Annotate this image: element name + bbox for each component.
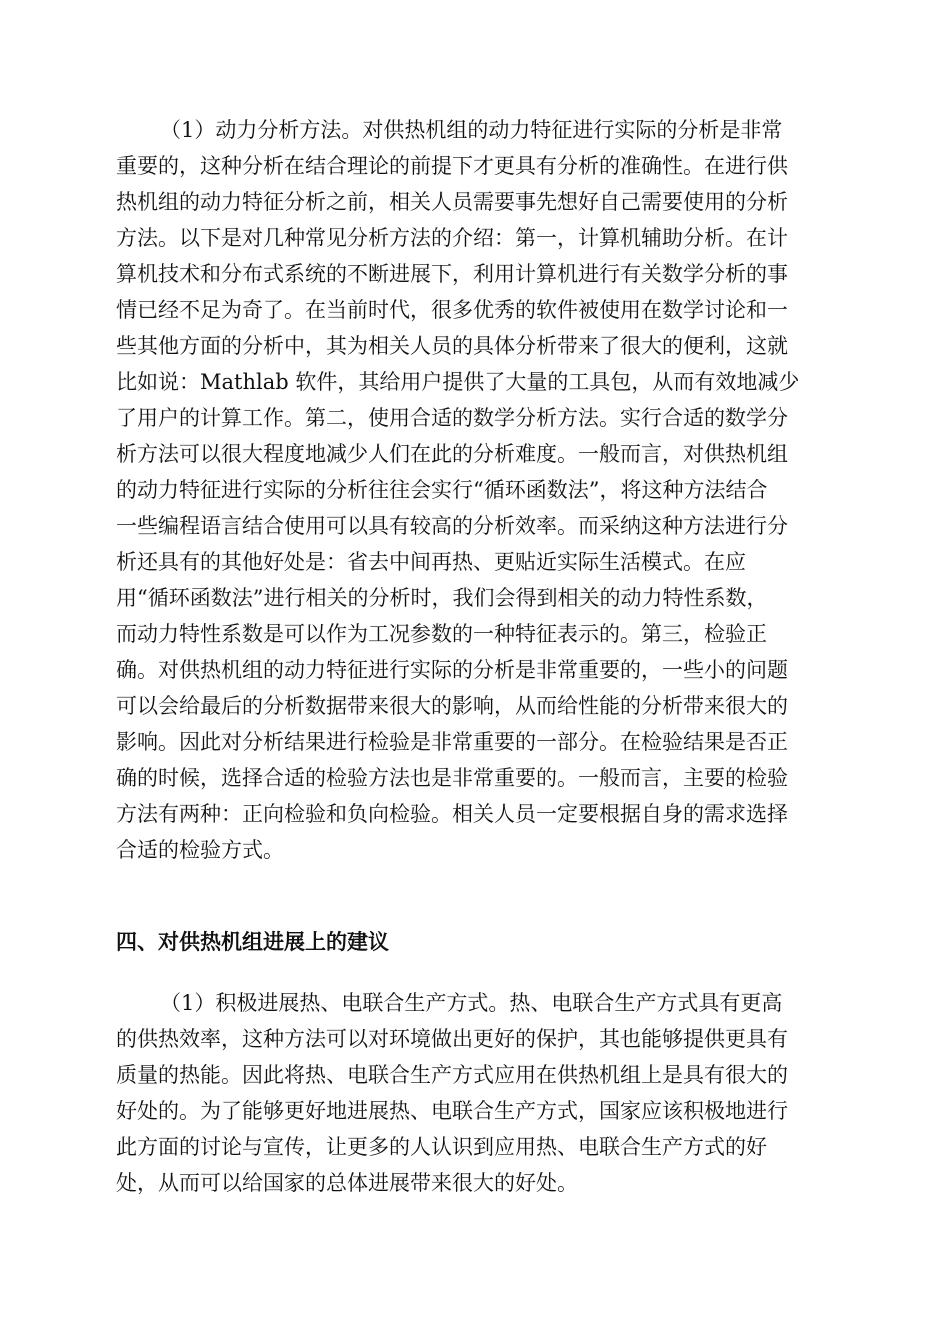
paragraph-line: 影响。因此对分析结果进行检验是非常重要的一部分。在检验结果是否正 [116,730,788,754]
paragraph-line: 的供热效率，这种方法可以对环境做出更好的保护，其也能够提供更具有 [116,1027,788,1051]
section-heading: 四、对供热机组进展上的建议 [116,930,389,954]
paragraph-line: 合适的检验方式。 [116,838,284,862]
paragraph-line: 的动力特征进行实际的分析往往会实行“循环函数法”，将这种方法结合 [116,478,768,502]
paragraph-line: 算机技术和分布式系统的不断进展下，利用计算机进行有关数学分析的事 [116,262,788,286]
paragraph-line: 些其他方面的分析中，其为相关人员的具体分析带来了很大的便利，这就 [116,334,788,358]
paragraph-line: 好处的。为了能够更好地进展热、电联合生产方式，国家应该积极地进行 [116,1099,788,1123]
paragraph-line: 确。对供热机组的动力特征进行实际的分析是非常重要的，一些小的问题 [116,658,788,682]
paragraph-line: 方法有两种：正向检验和负向检验。相关人员一定要根据自身的需求选择 [116,802,788,826]
paragraph-line: 此方面的讨论与宣传，让更多的人认识到应用热、电联合生产方式的好 [116,1135,767,1159]
paragraph-line: 情已经不足为奇了。在当前时代，很多优秀的软件被使用在数学讨论和一 [116,298,788,322]
paragraph-line: 析方法可以很大程度地减少人们在此的分析难度。一般而言，对供热机组 [116,442,788,466]
paragraph-line: 了用户的计算工作。第二，使用合适的数学分析方法。实行合适的数学分 [116,406,788,430]
paragraph-line: 确的时候，选择合适的检验方法也是非常重要的。一般而言，主要的检验 [116,766,788,790]
paragraph-line: 一些编程语言结合使用可以具有较高的分析效率。而采纳这种方法进行分 [116,514,788,538]
paragraph-line: 热机组的动力特征分析之前，相关人员需要事先想好自己需要使用的分析 [116,190,788,214]
paragraph-line: 方法。以下是对几种常见分析方法的介绍：第一，计算机辅助分析。在计 [116,226,788,250]
paragraph-line: 用“循环函数法”进行相关的分析时，我们会得到相关的动力特性系数， [116,586,768,610]
paragraph-line: 可以会给最后的分析数据带来很大的影响，从而给性能的分析带来很大的 [116,694,788,718]
paragraph-line: 而动力特性系数是可以作为工况参数的一种特征表示的。第三，检验正 [116,622,767,646]
paragraph-line: 处，从而可以给国家的总体进展带来很大的好处。 [116,1171,578,1195]
paragraph-line: 质量的热能。因此将热、电联合生产方式应用在供热机组上是具有很大的 [116,1063,788,1087]
paragraph-line: 析还具有的其他好处是：省去中间再热、更贴近实际生活模式。在应 [116,550,746,574]
paragraph-line: 比如说：Mathlab 软件，其给用户提供了大量的工具包，从而有效地减少 [116,370,800,394]
paragraph-line: 重要的，这种分析在结合理论的前提下才更具有分析的准确性。在进行供 [116,154,788,178]
paragraph-line: （1）动力分析方法。对供热机组的动力特征进行实际的分析是非常 [160,118,783,142]
paragraph-line: （1）积极进展热、电联合生产方式。热、电联合生产方式具有更高 [160,991,783,1015]
